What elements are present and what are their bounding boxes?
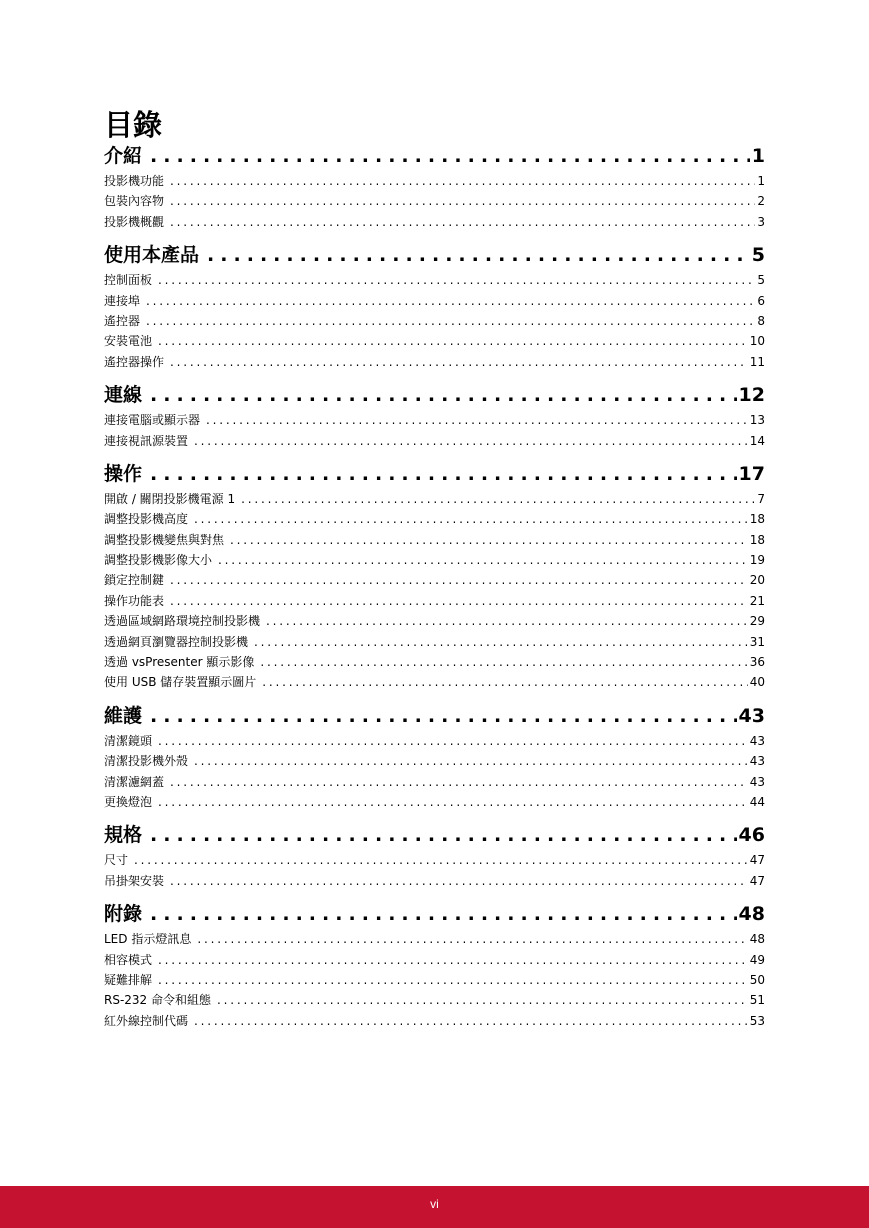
toc-dot-leader: [150, 142, 750, 171]
footer-bar: [0, 1186, 869, 1228]
toc-dot-leader: [170, 171, 755, 191]
toc-entry[interactable]: [104, 950, 765, 970]
toc-entry[interactable]: [104, 731, 765, 751]
toc-entry[interactable]: [104, 291, 765, 311]
toc-entry-label: 連接電腦或顯示器: [104, 413, 201, 428]
toc-section-page: 1: [751, 145, 765, 167]
toc-entry[interactable]: [104, 611, 765, 631]
toc-section-heading[interactable]: [104, 821, 765, 850]
toc-entry-label: 吊掛架安裝: [104, 873, 165, 888]
toc-dot-leader: [241, 489, 755, 509]
toc-entry[interactable]: [104, 550, 765, 570]
toc-entry-label: 相容模式: [104, 952, 153, 967]
toc-entry-label: 紅外線控制代碼: [104, 1013, 189, 1028]
toc-section-title: 附錄: [104, 903, 143, 926]
toc-entry[interactable]: [104, 331, 765, 351]
toc-section-page: 12: [738, 384, 765, 407]
toc-dot-leader: [170, 591, 748, 611]
toc-dot-leader: [158, 950, 748, 970]
toc-entry-page: 1: [757, 174, 765, 188]
toc-dot-leader: [230, 530, 748, 550]
toc-entry-label: 投影機功能: [104, 174, 165, 188]
toc-entry-page: 36: [749, 655, 765, 670]
toc-dot-leader: [150, 460, 737, 489]
toc-section-title: 介紹: [104, 145, 143, 167]
toc-entry-page: 43: [749, 733, 765, 748]
toc-dot-leader: [262, 672, 747, 692]
toc-entry-label: 調整投影機高度: [104, 512, 189, 527]
toc-dot-leader: [266, 611, 748, 631]
toc-entry-page: 5: [757, 273, 765, 288]
toc-dot-leader: [158, 792, 748, 812]
toc-section: [104, 821, 765, 891]
toc-entry[interactable]: [104, 970, 765, 990]
toc-dot-leader: [217, 990, 748, 1010]
toc-dot-leader: [194, 431, 748, 451]
toc-dot-leader: [158, 331, 748, 351]
toc-entry[interactable]: [104, 431, 765, 451]
toc-entry[interactable]: [104, 871, 765, 891]
toc-section-heading[interactable]: [104, 381, 765, 410]
toc-entry[interactable]: [104, 591, 765, 611]
toc-entry[interactable]: [104, 530, 765, 550]
toc-entry-page: 8: [757, 313, 765, 328]
toc-entry-page: 13: [749, 413, 765, 428]
toc-entry-label: 透過 vsPresenter 顯示影像: [104, 655, 255, 670]
toc-entry-page: 48: [749, 932, 765, 947]
toc-dot-leader: [158, 270, 755, 290]
toc-entry-label: 調整投影機變焦與對焦: [104, 532, 225, 547]
toc-entry-page: 47: [749, 853, 765, 868]
toc-entry-page: 10: [749, 334, 765, 349]
toc-section-heading[interactable]: [104, 142, 765, 171]
toc-entry-label: 安裝電池: [104, 334, 153, 349]
toc-dot-leader: [206, 410, 748, 430]
toc-entry-page: 47: [749, 873, 765, 888]
toc-entry-page: 19: [749, 553, 765, 568]
toc-entry-page: 21: [749, 593, 765, 608]
toc-section: [104, 142, 765, 232]
toc-entry[interactable]: [104, 270, 765, 290]
toc-section-page: 43: [738, 704, 765, 727]
toc-dot-leader: [170, 570, 748, 590]
toc-entry[interactable]: [104, 929, 765, 949]
toc-entry-label: 透過區域網路環境控制投影機: [104, 614, 261, 629]
toc-entry-page: 14: [749, 433, 765, 448]
toc-entry-label: 控制面板: [104, 273, 153, 288]
toc-dot-leader: [150, 900, 737, 929]
toc-entry[interactable]: [104, 410, 765, 430]
toc-entry[interactable]: [104, 652, 765, 672]
toc-entry-page: 44: [749, 794, 765, 809]
toc-dot-leader: [194, 509, 748, 529]
toc-dot-leader: [207, 241, 750, 270]
toc-dot-leader: [150, 381, 737, 410]
toc-entry-label: 清潔濾網蓋: [104, 774, 165, 789]
toc-entry-page: 18: [749, 512, 765, 527]
toc-dot-leader: [150, 821, 737, 850]
toc-entry-label: 清潔投影機外殼: [104, 754, 189, 769]
toc-entry-page: 31: [749, 634, 765, 649]
toc-section-heading[interactable]: [104, 702, 765, 731]
toc-entry-label: RS-232 命令和組態: [104, 993, 212, 1008]
toc-entry-page: 50: [749, 972, 765, 987]
toc-section-heading[interactable]: [104, 900, 765, 929]
toc-section-title: 連線: [104, 384, 143, 407]
toc-dot-leader: [194, 1011, 748, 1031]
toc-entry-label: 使用 USB 儲存裝置顯示圖片: [104, 675, 257, 690]
toc-entry-page: 20: [749, 573, 765, 588]
toc-entry-label: 透過網頁瀏覽器控制投影機: [104, 634, 249, 649]
toc-entry-label: 遙控器: [104, 313, 141, 328]
toc-section: [104, 460, 765, 693]
toc-entry-label: 投影機概觀: [104, 214, 165, 229]
toc-section-page: 17: [738, 462, 765, 485]
toc-dot-leader: [158, 970, 748, 990]
toc-entry[interactable]: [104, 570, 765, 590]
toc-dot-leader: [254, 632, 748, 652]
toc-entry[interactable]: [104, 751, 765, 771]
toc-section: [104, 702, 765, 813]
toc-section-page: 46: [738, 824, 765, 847]
toc-dot-leader: [134, 850, 748, 870]
toc-entry-page: 7: [757, 491, 765, 506]
toc-dot-leader: [170, 191, 755, 211]
toc-dot-leader: [197, 929, 747, 949]
toc-entry[interactable]: [104, 509, 765, 529]
toc-entry-label: 連接埠: [104, 293, 141, 308]
toc-section: [104, 241, 765, 372]
toc-entry[interactable]: [104, 772, 765, 792]
toc-section-title: 操作: [104, 462, 143, 485]
toc-dot-leader: [158, 731, 748, 751]
page-title: 目錄: [104, 108, 163, 142]
toc-entry-page: 11: [749, 354, 765, 369]
toc-entry[interactable]: [104, 632, 765, 652]
toc-section: [104, 900, 765, 1031]
toc-dot-leader: [146, 291, 755, 311]
toc-entry[interactable]: [104, 311, 765, 331]
toc-entry-page: 49: [749, 952, 765, 967]
toc-entry-label: 清潔鏡頭: [104, 733, 153, 748]
toc-dot-leader: [170, 772, 748, 792]
toc-dot-leader: [194, 751, 748, 771]
toc-entry[interactable]: [104, 672, 765, 692]
toc-dot-leader: [170, 871, 748, 891]
toc-entry[interactable]: [104, 212, 765, 232]
toc-entry-label: 連接視訊源裝置: [104, 433, 189, 448]
toc-entry[interactable]: [104, 191, 765, 211]
toc-entry-label: 遙控器操作: [104, 354, 165, 369]
toc-section-heading[interactable]: [104, 460, 765, 489]
toc-entry-page: 18: [749, 532, 765, 547]
toc-dot-leader: [150, 702, 737, 731]
toc-entry-label: 鎖定控制鍵: [104, 573, 165, 588]
toc-entry-label: 包裝內容物: [104, 194, 165, 209]
toc-entry-page: 43: [749, 774, 765, 789]
toc-dot-leader: [170, 352, 748, 372]
toc-entry[interactable]: [104, 352, 765, 372]
table-of-contents: [104, 142, 765, 1031]
toc-entry-label: 尺寸: [104, 853, 129, 868]
toc-entry-label: 更換燈泡: [104, 794, 153, 809]
toc-section-title: 使用本產品: [104, 244, 200, 267]
toc-entry-label: LED 指示燈訊息: [104, 932, 192, 947]
toc-entry[interactable]: [104, 489, 765, 509]
toc-dot-leader: [146, 311, 755, 331]
toc-entry[interactable]: [104, 1011, 765, 1031]
toc-entry[interactable]: [104, 171, 765, 191]
toc-entry-page: 3: [757, 214, 765, 229]
toc-entry[interactable]: [104, 850, 765, 870]
toc-entry-label: 開啟 / 關閉投影機電源 1: [104, 491, 236, 506]
toc-section-title: 規格: [104, 824, 143, 847]
toc-entry-page: 43: [749, 754, 765, 769]
toc-entry-page: 53: [749, 1013, 765, 1028]
toc-entry-page: 51: [749, 993, 765, 1008]
toc-entry-page: 29: [749, 614, 765, 629]
toc-section-heading[interactable]: [104, 241, 765, 270]
toc-entry-label: 操作功能表: [104, 593, 165, 608]
toc-section-page: 48: [738, 903, 765, 926]
toc-section: [104, 381, 765, 451]
toc-entry-label: 疑難排解: [104, 972, 153, 987]
toc-entry-page: 2: [757, 194, 765, 209]
toc-dot-leader: [260, 652, 747, 672]
toc-entry-page: 40: [749, 675, 765, 690]
footer-page-number: vi: [430, 1197, 439, 1211]
toc-entry[interactable]: [104, 990, 765, 1010]
toc-entry-label: 調整投影機影像大小: [104, 553, 213, 568]
toc-section-title: 維護: [104, 704, 143, 727]
toc-entry-page: 6: [757, 293, 765, 308]
toc-entry[interactable]: [104, 792, 765, 812]
toc-section-page: 5: [751, 244, 765, 267]
toc-dot-leader: [218, 550, 748, 570]
toc-dot-leader: [170, 212, 755, 232]
